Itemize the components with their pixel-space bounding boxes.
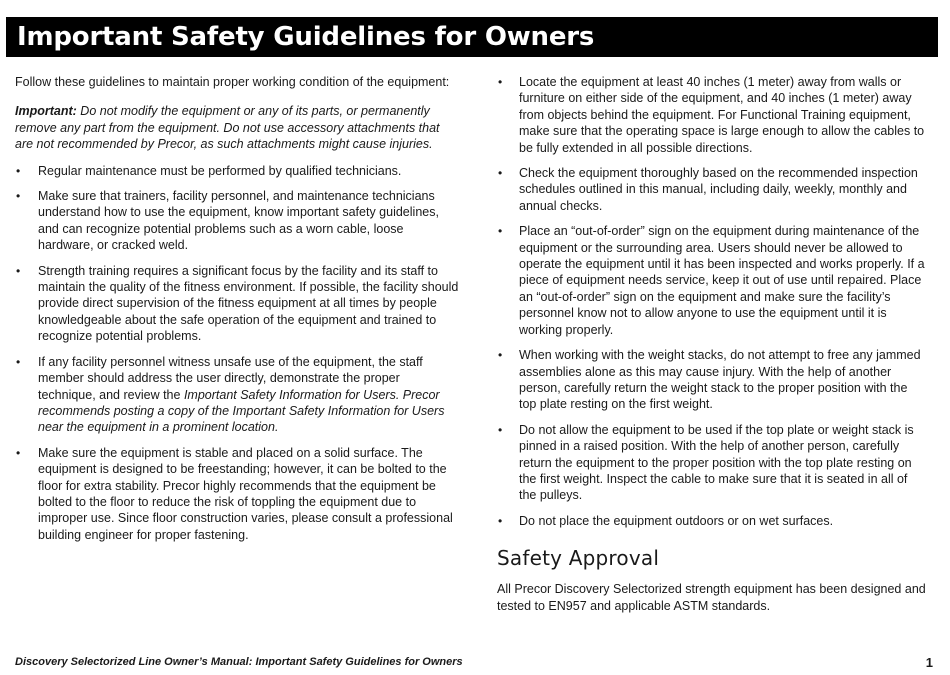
page-number: 1 [925,655,933,670]
bullet-icon: • [498,224,503,239]
bullet-icon: • [498,75,503,89]
bullet-icon: • [16,354,21,369]
list-item: • Place an “out-of-order” sign on the equipment during maintenance of the equipment or the surrounding area. Users should never be allowed to operate the equipment until it has been inspected and works properly. If a piece of equipment needs service, keep it out of use until repaired. Place an “out-of-order” sign on the equipment and make sure the facility’s personnel know not to allow anyone to use the equipment until it is working properly. [498,224,925,337]
list-item: • If any facility personnel witness unsafe use of the equipment, the staff member should address the user directly, demonstrate the proper technique, and review the Important Safety Information for Users. Precor recommends posting a copy of the Important Safety Information for Users near the equipment in a prominent location. [16,354,445,435]
bullet-icon: • [498,348,503,363]
title-banner [6,17,938,57]
bullet-icon: • [16,163,21,178]
footer-text: Discovery Selectorized Line Owner’s Manual: Important Safety Guidelines for Owners [15,656,463,668]
page-footer [15,656,933,668]
right-column [497,74,927,614]
important-note [15,103,460,152]
important-label: Important: [15,104,77,119]
intro-paragraph: Follow these guidelines to maintain proper working condition of the equipment: [15,75,450,89]
page-title: Important Safety Guidelines for Owners [17,22,595,52]
list-item: • Regular maintenance must be performed by qualified technicians. [16,163,402,178]
bullet-icon: • [16,263,21,278]
bullet-icon: • [498,422,503,437]
bullet-icon: • [498,166,503,181]
right-bullet-list [497,74,927,529]
bullet-icon: • [16,189,21,204]
left-bullet-list [15,163,460,544]
list-item: • Check the equipment thoroughly based on the recommended inspection schedules outlined in this manual, including daily, weekly, monthly and annual checks. [498,166,918,213]
list-item: • Make sure that trainers, facility personnel, and maintenance technicians understand how to use the equipment, know important safety guidelines, and can recognize potential problems such as a worn cable, loose hardware, or cracked weld. [16,189,439,253]
list-item: • When working with the weight stacks, do not attempt to free any jammed assemblies alone as this may cause injury. With the help of another person, carefully return the weight stack to the proper position with the top plate resting on the first weight. [498,348,921,412]
important-text: Do not modify the equipment or any of its parts, or permanently remove any part from the equipment. Do not use accessory attachments that are not recommended by Precor, as such attachments might cause injuries. [15,104,440,152]
bullet-icon: • [498,513,503,528]
italic-reference: Important Safety Information for Users. Precor recommends posting a copy of the Important Safety Information for Users near the equipment in a prominent location. [38,387,445,435]
section-paragraph: All Precor Discovery Selectorized strength equipment has been designed and tested to EN957 and applicable ASTM standards. [497,582,926,613]
list-item: • Do not place the equipment outdoors or on wet surfaces. [498,513,834,528]
list-item: • Make sure the equipment is stable and placed on a solid surface. The equipment is designed to be freestanding; however, it can be bolted to the floor for extra stability. Precor highly recommends that the equipment be bolted to the floor to reduce the risk of toppling the equipment due to improper use. Since floor construction varies, please consult a professional building engineer for proper fastening. [16,445,453,542]
section-heading: Safety Approval [497,546,660,571]
bullet-icon: • [16,445,21,460]
left-column [15,74,460,552]
list-item: • Locate the equipment at least 40 inches (1 meter) away from walls or furniture on either side of the equipment, and 40 inches (1 meter) away from objects behind the equipment. For Functional Training equipment, make sure that the operating space is large enough to allow the cables to be fully extended in all possible directions. [498,75,925,155]
list-item: • Do not allow the equipment to be used if the top plate or weight stack is pinned in a raised position. With the help of another person, carefully return the equipment to the proper position with the top plate resting on the first weight. Inspect the cable to make sure that it is seated in all of the pulleys. [498,422,914,503]
list-item: • Strength training requires a significant focus by the facility and its staff to maintain the quality of the fitness environment. If possible, the facility should provide direct supervision of the fitness equipment at all times by people knowledgeable about the safe operation of the equipment and trained to recognize potential problems. [16,263,459,344]
